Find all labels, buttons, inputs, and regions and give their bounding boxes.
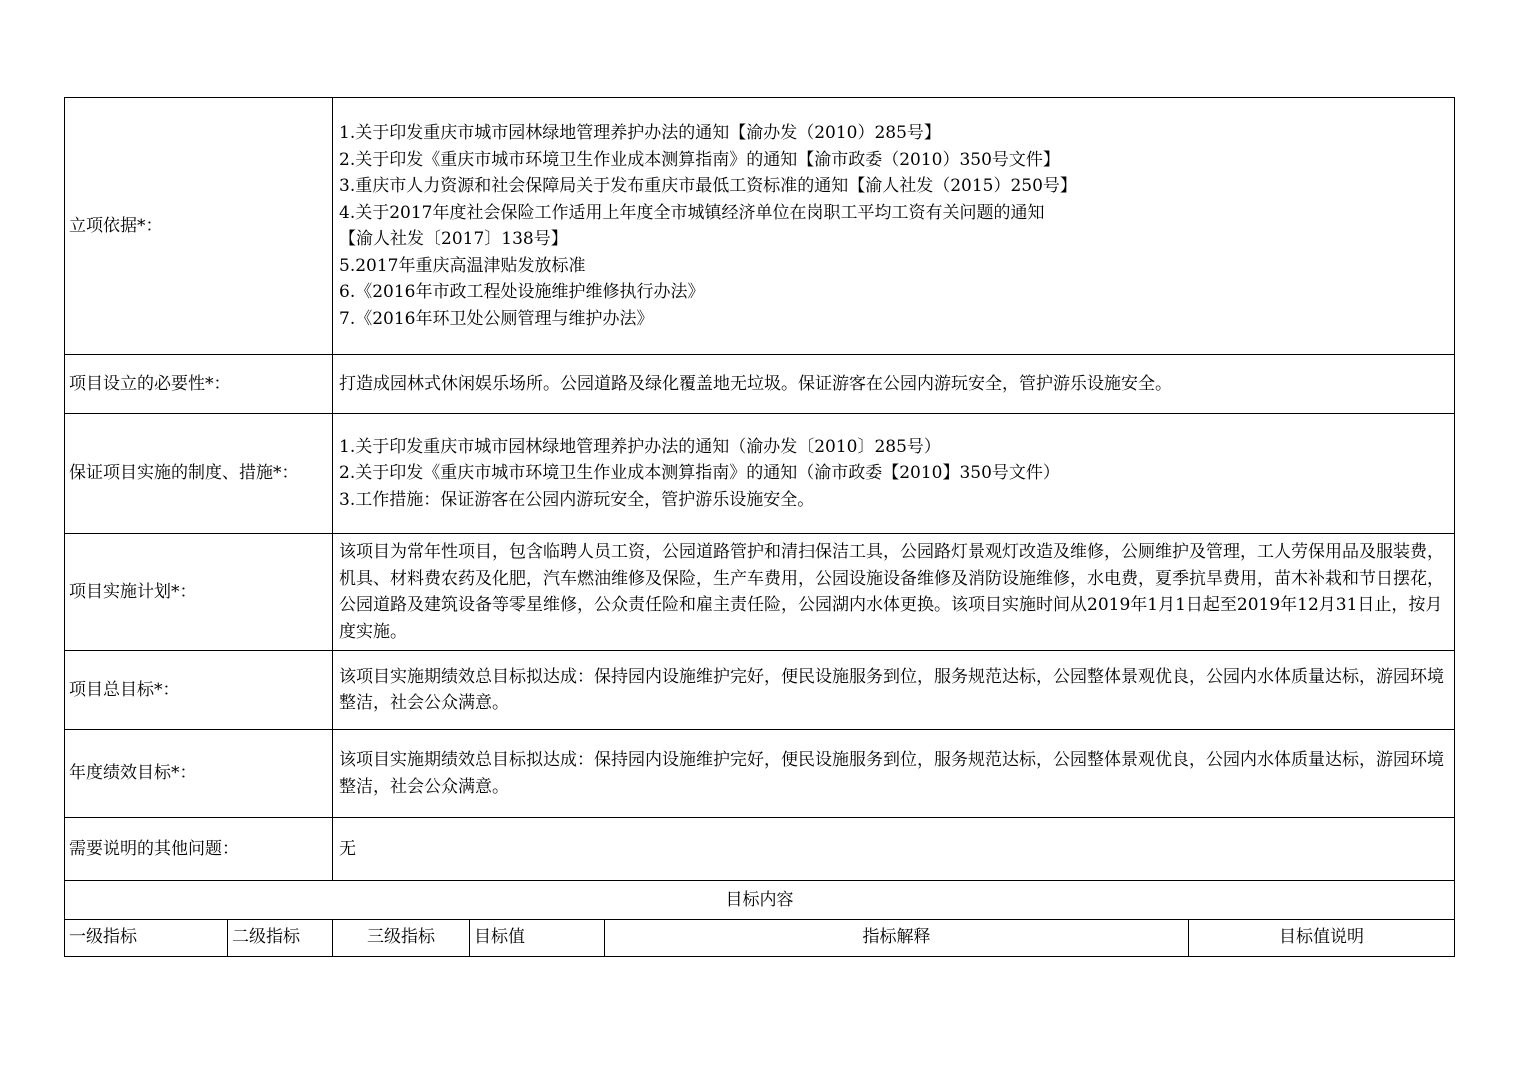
necessity-content: 打造成园林式休闲娱乐场所。公园道路及绿化覆盖地无垃圾。保证游客在公园内游玩安全，管护游乐设施安全。 [333,355,1455,414]
basis-line: 2.关于印发《重庆市城市环境卫生作业成本测算指南》的通知【渝市政委（2010）350号文件】 [339,149,1060,170]
measures-label: 保证项目实施的制度、措施*： [65,414,333,534]
basis-line: 6.《2016年市政工程处设施维护维修执行办法》 [339,282,705,302]
other-content: 无 [333,818,1455,881]
plan-content: 该项目为常年性项目，包含临聘人员工资，公园道路管护和清扫保洁工具，公园路灯景观灯改造及维修，公厕维护及管理，工人劳保用品及服装费，机具、材料费农药及化肥，汽车燃油维修及保险，生产车费用，公园设施设备维修及消防设施维修，水电费，夏季抗旱费用，苗木补栽和节日摆花，公园道路及建筑设备等零星维修，公众责任险和雇主责任险，公园湖内水体更换。该项目实施时间从2019年1月1日起至2019年12月31日止，按月度实施。 [333,534,1455,651]
header-level1: 一级指标 [65,919,228,957]
overall-goal-content: 该项目实施期绩效总目标拟达成：保持园内设施维护完好，便民设施服务到位，服务规范达标，公园整体景观优良，公园内水体质量达标，游园环境整洁，社会公众满意。 [333,651,1455,730]
header-value: 目标值 [470,919,605,957]
header-explanation: 指标解释 [862,927,931,947]
row-basis [65,98,1455,355]
form-table [64,97,1455,920]
measures-content [333,414,1455,534]
row-target-title [65,881,1455,920]
annual-goal-content: 该项目实施期绩效总目标拟达成：保持园内设施维护完好，便民设施服务到位，服务规范达标，公园整体景观优良，公园内水体质量达标，游园环境整洁，社会公众满意。 [333,730,1455,818]
measures-line: 2.关于印发《重庆市城市环境卫生作业成本测算指南》的通知（渝市政委【2010】350号文件） [339,463,1060,484]
basis-line: 3.重庆市人力资源和社会保障局关于发布重庆市最低工资标准的通知【渝人社发（2015）250号】 [339,176,1077,196]
measures-line: 1.关于印发重庆市城市园林绿地管理养护办法的通知（渝办发〔2010〕285号） [339,436,941,457]
other-label: 需要说明的其他问题： [65,818,333,881]
measures-line: 3.工作措施：保证游客在公园内游玩安全，管护游乐设施安全。 [339,489,815,510]
row-other [65,818,1455,881]
row-overall-goal [65,651,1455,730]
project-form [64,97,1454,957]
header-level2: 二级指标 [228,919,333,957]
overall-goal-label: 项目总目标*： [65,651,333,730]
header-level3: 三级指标 [333,919,470,957]
row-measures [65,414,1455,534]
basis-line: 7.《2016年环卫处公厕管理与维护办法》 [339,308,654,329]
target-header-row [65,919,1455,957]
basis-line: 1.关于印发重庆市城市园林绿地管理养护办法的通知【渝办发（2010）285号】 [339,123,941,143]
necessity-label: 项目设立的必要性*： [65,355,333,414]
target-section-title: 目标内容 [65,881,1455,920]
header-value-explanation-cell [470,919,1189,957]
row-necessity [65,355,1455,414]
basis-line: 4.关于2017年度社会保险工作适用上年度全市城镇经济单位在岗职工平均工资有关问题的通知 [339,202,1045,223]
basis-content [333,98,1455,355]
row-plan [65,534,1455,651]
target-header-table [64,919,1455,958]
header-value-note: 目标值说明 [1189,919,1455,957]
basis-line: 【渝人社发〔2017〕138号】 [339,229,568,249]
annual-goal-label: 年度绩效目标*： [65,730,333,818]
basis-label: 立项依据*： [65,98,333,355]
row-annual-goal [65,730,1455,818]
plan-label: 项目实施计划*： [65,534,333,651]
basis-line: 5.2017年重庆高温津贴发放标准 [339,255,586,276]
